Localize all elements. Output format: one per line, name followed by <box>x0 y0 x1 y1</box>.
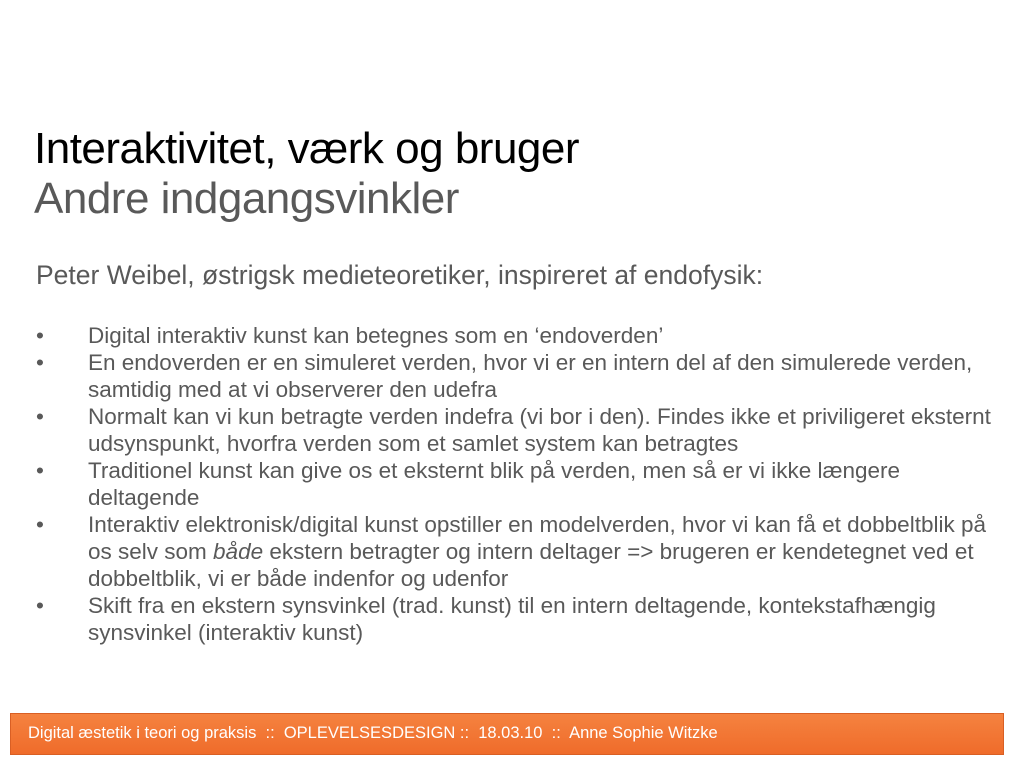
bullet-item <box>36 322 1011 349</box>
bullet-text-part: Interaktiv elektronisk/digital kunst opstiller en modelverden, hvor vi kan få et dobbeltblik på os selv som <box>88 512 986 564</box>
bullet-text: Normalt kan vi kun betragte verden indefra (vi bor i den). Findes ikke et priviligeret eksternt udsynspunkt, hvorfra verden som et samlet system kan betragtes <box>88 404 991 456</box>
bullet-text-part: ekstern betragter og intern deltager => brugeren er kendetegnet ved et dobbeltblik, vi er både indenfor og udenfor <box>88 539 974 591</box>
bullet-text: En endoverden er en simuleret verden, hvor vi er en intern del af den simulerede verden, samtidig med at vi observerer den udefra <box>88 350 973 402</box>
bullet-symbol: • <box>36 323 44 348</box>
bullet-item <box>36 592 1011 646</box>
bullet-item <box>36 403 1011 457</box>
bullet-symbol: • <box>36 350 44 375</box>
bullet-text: Traditionel kunst kan give os et eksternt blik på verden, men så er vi ikke længere deltagende <box>88 458 901 510</box>
bullet-list <box>36 322 1011 646</box>
bullet-text-emphasis: både <box>213 539 264 564</box>
slide-title: Interaktivitet, værk og bruger <box>34 124 580 173</box>
slide-subtitle: Andre indgangsvinkler <box>34 174 459 223</box>
bullet-text <box>88 512 986 591</box>
bullet-symbol: • <box>36 593 44 618</box>
bullet-symbol: • <box>36 512 44 537</box>
footer-text: Digital æstetik i teori og praksis :: OPLEVELSESDESIGN :: 18.03.10 :: Anne Sophie Witzke <box>28 724 718 742</box>
bullet-item <box>36 349 1011 403</box>
bullet-symbol: • <box>36 458 44 483</box>
bullet-text: Skift fra en ekstern synsvinkel (trad. kunst) til en intern deltagende, kontekstafhængig synsvinkel (interaktiv kunst) <box>88 593 936 645</box>
intro-text: Peter Weibel, østrigsk medieteoretiker, inspireret af endofysik: <box>36 260 764 290</box>
bullet-item <box>36 511 1011 592</box>
bullet-text: Digital interaktiv kunst kan betegnes som en ‘endoverden’ <box>88 323 664 348</box>
footer-bar <box>10 713 1004 755</box>
title-block <box>34 124 994 224</box>
bullet-symbol: • <box>36 404 44 429</box>
bullet-item <box>36 457 1011 511</box>
